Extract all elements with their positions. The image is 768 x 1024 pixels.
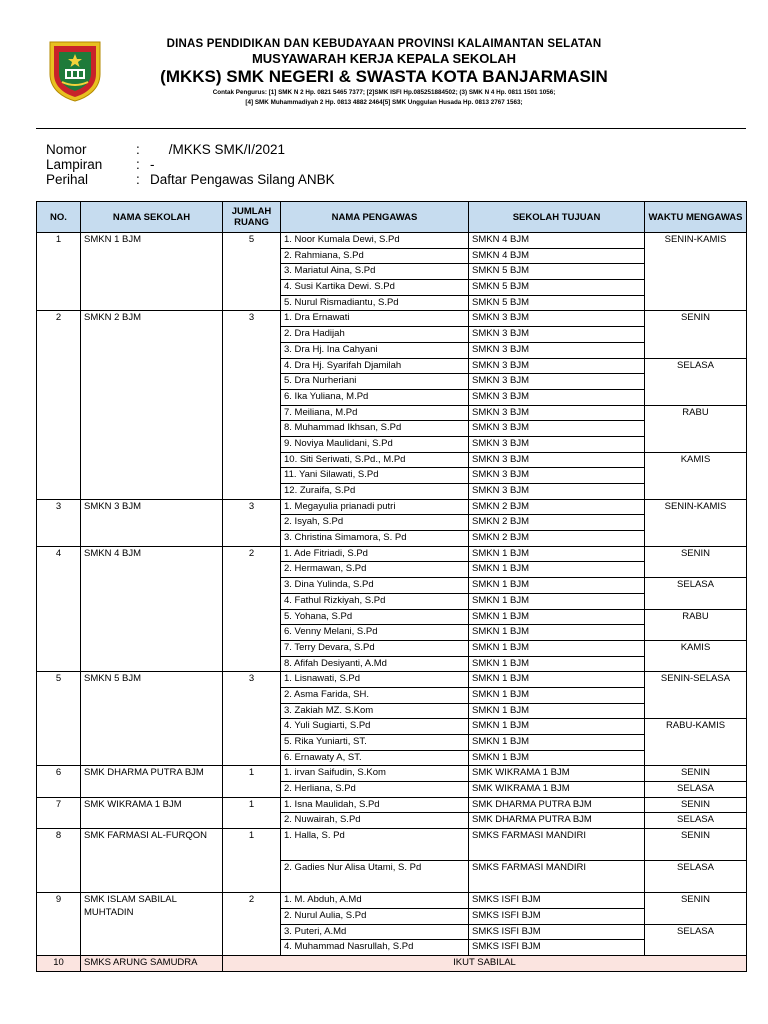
cell-rooms: 2 [223,546,281,672]
cell-target-school: SMKN 1 BJM [469,750,645,766]
cell-target-school: SMKN 3 BJM [469,436,645,452]
cell-target-school: SMK DHARMA PUTRA BJM [469,797,645,813]
cell-supervisor: 7. Meiliana, M.Pd [281,405,469,421]
meta-value: - [150,157,155,172]
col-header-rooms: JUMLAH RUANG [223,202,281,233]
cell-target-school: SMK WIKRAMA 1 BJM [469,766,645,782]
cell-time: SENIN [645,766,747,782]
cell-no: 8 [37,829,81,893]
cell-supervisor: 9. Noviya Maulidani, S.Pd [281,436,469,452]
table-row [37,546,747,562]
supervisor-table [36,201,747,972]
cell-school: SMKN 4 BJM [81,546,223,672]
table-row [37,672,747,688]
cell-time: RABU-KAMIS [645,719,747,766]
cell-time: KAMIS [645,452,747,499]
cell-supervisor: 4. Dra Hj. Syarifah Djamilah [281,358,469,374]
cell-target-school: SMKN 2 BJM [469,515,645,531]
cell-supervisor: 6. Ika Yuliana, M.Pd [281,389,469,405]
cell-supervisor: 5. Rika Yuniarti, ST. [281,735,469,751]
header-agency: DINAS PENDIDIKAN DAN KEBUDAYAAN PROVINSI KALAIMANTAN SELATAN [166,38,602,50]
cell-supervisor: 11. Yani Silawati, S.Pd [281,468,469,484]
cell-no: 10 [37,955,81,971]
cell-supervisor: 1. Megayulia prianadi putri [281,499,469,515]
cell-time: SENIN [645,311,747,358]
cell-supervisor: 1. Dra Ernawati [281,311,469,327]
cell-supervisor: 1. Lisnawati, S.Pd [281,672,469,688]
cell-rooms: 3 [223,311,281,499]
cell-target-school: SMKN 1 BJM [469,609,645,625]
cell-time: SENIN [645,797,747,813]
cell-supervisor: 8. Afifah Desiyanti, A.Md [281,656,469,672]
cell-rooms: 2 [223,893,281,956]
cell-time: RABU [645,405,747,452]
header-contacts-1: Contak Pengurus: [1] SMK N 2 Hp. 0821 5465 7377; [2]SMK ISFI Hp.085251884502; (3) SMK N 4 Hp. 0811 1501 1056; [212,89,556,96]
cell-supervisor: 7. Terry Devara, S.Pd [281,640,469,656]
letter-meta [46,142,335,187]
cell-target-school: SMKN 1 BJM [469,735,645,751]
cell-target-school: SMKN 3 BJM [469,421,645,437]
header-organization: MUSYAWARAH KERJA KEPALA SEKOLAH [251,51,517,66]
cell-time: SELASA [645,861,747,893]
cell-supervisor: 3. Dra Hj. Ina Cahyani [281,342,469,358]
cell-supervisor: 8. Muhammad Ikhsan, S.Pd [281,421,469,437]
cell-no: 7 [37,797,81,828]
cell-time: SELASA [645,782,747,798]
cell-time: SENIN [645,829,747,861]
cell-rooms: 1 [223,829,281,893]
table-row [37,233,747,249]
cell-school: SMKS ARUNG SAMUDRA [81,955,223,971]
cell-target-school: SMKN 1 BJM [469,640,645,656]
table-row [37,893,747,909]
cell-time: SELASA [645,813,747,829]
table-row [37,311,747,327]
meta-row-perihal [46,172,335,187]
cell-target-school: SMKN 3 BJM [469,342,645,358]
cell-school: SMKN 2 BJM [81,311,223,499]
cell-target-school: SMKS FARMASI MANDIRI [469,829,645,861]
cell-supervisor: 2. Nurul Aulia, S.Pd [281,908,469,924]
table-row [37,797,747,813]
meta-key: Nomor [46,142,87,157]
cell-no: 4 [37,546,81,672]
cell-supervisor: 2. Dra Hadijah [281,327,469,343]
cell-supervisor: 12. Zuraifa, S.Pd [281,484,469,500]
cell-supervisor: 1. irvan Saifudin, S.Kom [281,766,469,782]
cell-supervisor: 3. Puteri, A.Md [281,924,469,940]
cell-school: SMKN 3 BJM [81,499,223,546]
cell-time: SELASA [645,924,747,955]
cell-supervisor: 4. Yuli Sugiarti, S.Pd [281,719,469,735]
meta-row-lampiran [46,157,335,172]
cell-target-school: SMKN 3 BJM [469,358,645,374]
cell-target-school: SMKS ISFI BJM [469,940,645,956]
cell-time: SENIN [645,546,747,577]
cell-supervisor: 6. Ernawaty A, ST. [281,750,469,766]
cell-target-school: SMKN 4 BJM [469,248,645,264]
cell-target-school: SMKN 3 BJM [469,311,645,327]
cell-time: SENIN-KAMIS [645,499,747,546]
table-row [37,955,747,971]
cell-target-school: SMKN 1 BJM [469,625,645,641]
cell-rooms: 5 [223,233,281,311]
meta-colon: : [136,172,140,187]
cell-target-school: SMKN 5 BJM [469,264,645,280]
cell-rooms: 1 [223,766,281,797]
meta-colon: : [136,142,140,157]
meta-colon: : [136,157,140,172]
cell-school: SMK WIKRAMA 1 BJM [81,797,223,828]
cell-time: SENIN [645,893,747,924]
meta-value: Daftar Pengawas Silang ANBK [150,172,335,187]
table-row [37,829,747,861]
cell-target-school: SMKS ISFI BJM [469,893,645,909]
col-header-target-school: SEKOLAH TUJUAN [469,202,645,233]
cell-supervisor: 1. M. Abduh, A.Md [281,893,469,909]
provincial-emblem-logo [48,38,102,102]
cell-rooms: 1 [223,797,281,828]
cell-target-school: SMKN 1 BJM [469,687,645,703]
col-header-no: NO. [37,202,81,233]
cell-target-school: SMKN 5 BJM [469,295,645,311]
header-divider [36,128,746,129]
cell-supervisor: 2. Asma Farida, SH. [281,687,469,703]
cell-supervisor: 5. Yohana, S.Pd [281,609,469,625]
cell-target-school: SMKN 3 BJM [469,374,645,390]
meta-key: Perihal [46,172,89,187]
cell-rooms: 3 [223,499,281,546]
cell-target-school: SMKN 5 BJM [469,280,645,296]
cell-target-school: SMKN 2 BJM [469,499,645,515]
cell-time: KAMIS [645,640,747,671]
cell-target-school: SMK DHARMA PUTRA BJM [469,813,645,829]
cell-target-school: SMKN 2 BJM [469,531,645,547]
cell-supervisor: 6. Venny Melani, S.Pd [281,625,469,641]
cell-supervisor: 1. Halla, S. Pd [281,829,469,861]
cell-target-school: SMKN 3 BJM [469,468,645,484]
cell-no: 9 [37,893,81,956]
cell-supervisor: 10. Siti Seriwati, S.Pd., M.Pd [281,452,469,468]
cell-target-school: SMKN 3 BJM [469,327,645,343]
cell-no: 5 [37,672,81,766]
cell-target-school: SMKN 1 BJM [469,719,645,735]
cell-target-school: SMKN 3 BJM [469,484,645,500]
cell-supervisor: 3. Christina Simamora, S. Pd [281,531,469,547]
cell-school: SMKN 1 BJM [81,233,223,311]
cell-no: 1 [37,233,81,311]
cell-supervisor: 3. Dina Yulinda, S.Pd [281,578,469,594]
cell-target-school: SMKN 1 BJM [469,578,645,594]
table-header-row [37,202,747,233]
cell-target-school: SMKN 1 BJM [469,656,645,672]
cell-rooms: 3 [223,672,281,766]
cell-supervisor: 1. Noor Kumala Dewi, S.Pd [281,233,469,249]
cell-supervisor: 2. Gadies Nur Alisa Utami, S. Pd [281,861,469,893]
cell-time: RABU [645,609,747,640]
cell-target-school: SMKN 1 BJM [469,546,645,562]
cell-school: SMKN 5 BJM [81,672,223,766]
meta-key: Lampiran [46,157,103,172]
cell-time: SELASA [645,358,747,405]
cell-supervisor: 1. Isna Maulidah, S.Pd [281,797,469,813]
cell-supervisor: 2. Rahmiana, S.Pd [281,248,469,264]
cell-supervisor: 5. Nurul Rismadiantu, S.Pd [281,295,469,311]
cell-time: SENIN-KAMIS [645,233,747,311]
cell-target-school: SMK WIKRAMA 1 BJM [469,782,645,798]
cell-supervisor: 3. Mariatul Aina, S.Pd [281,264,469,280]
cell-supervisor: 3. Zakiah MZ. S.Kom [281,703,469,719]
cell-target-school: SMKN 1 BJM [469,562,645,578]
cell-time: SELASA [645,578,747,609]
cell-school: SMK ISLAM SABILAL MUHTADIN [81,893,223,956]
header-title: (MKKS) SMK NEGERI & SWASTA KOTA BANJARMASIN [160,67,608,86]
cell-supervisor: 2. Hermawan, S.Pd [281,562,469,578]
cell-supervisor: 1. Ade Fitriadi, S.Pd [281,546,469,562]
cell-target-school: SMKN 1 BJM [469,703,645,719]
cell-target-school: SMKS FARMASI MANDIRI [469,861,645,893]
cell-target-school: SMKN 3 BJM [469,389,645,405]
col-header-school: NAMA SEKOLAH [81,202,223,233]
cell-target-school: SMKN 1 BJM [469,672,645,688]
table-body [37,233,747,972]
cell-no: 6 [37,766,81,797]
cell-school: SMK DHARMA PUTRA BJM [81,766,223,797]
cell-target-school: SMKN 4 BJM [469,233,645,249]
cell-supervisor: 5. Dra Nurheriani [281,374,469,390]
table-row [37,499,747,515]
cell-supervisor: 4. Susi Kartika Dewi. S.Pd [281,280,469,296]
cell-target-school: SMKN 3 BJM [469,452,645,468]
cell-target-school: SMKS ISFI BJM [469,908,645,924]
cell-note: IKUT SABILAL [223,955,747,971]
header-contacts-2: [4] SMK Muhammadiyah 2 Hp. 0813 4882 2464[5] SMK Unggulan Husada Hp. 0813 2767 1563; [245,99,523,106]
cell-time: SENIN-SELASA [645,672,747,719]
cell-target-school: SMKN 1 BJM [469,593,645,609]
cell-supervisor: 2. Nuwairah, S.Pd [281,813,469,829]
col-header-supervisor: NAMA PENGAWAS [281,202,469,233]
cell-no: 2 [37,311,81,499]
cell-supervisor: 4. Fathul Rizkiyah, S.Pd [281,593,469,609]
cell-target-school: SMKS ISFI BJM [469,924,645,940]
col-header-time: WAKTU MENGAWAS [645,202,747,233]
table-row [37,766,747,782]
meta-value: /MKKS SMK/I/2021 [150,142,286,157]
meta-row-nomor [46,142,335,157]
letterhead [0,30,768,110]
cell-supervisor: 2. Herliana, S.Pd [281,782,469,798]
cell-no: 3 [37,499,81,546]
cell-supervisor: 4. Muhammad Nasrullah, S.Pd [281,940,469,956]
cell-supervisor: 2. Isyah, S.Pd [281,515,469,531]
cell-school: SMK FARMASI AL-FURQON [81,829,223,893]
cell-target-school: SMKN 3 BJM [469,405,645,421]
